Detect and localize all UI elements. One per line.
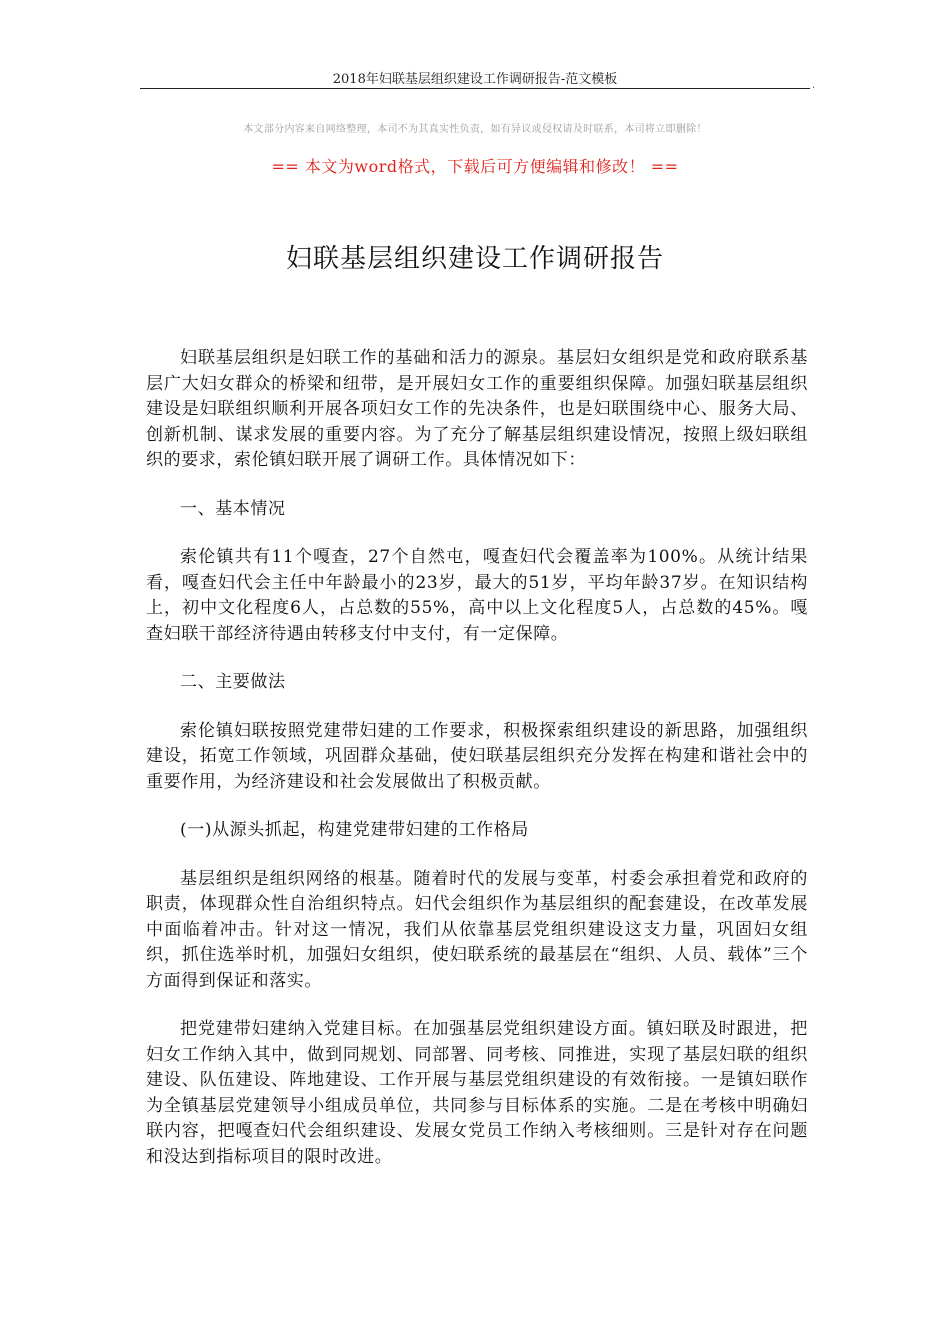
subsection-paragraph-2: 把党建带妇建纳入党建目标。在加强基层党组织建设方面。镇妇联及时跟进，把妇女工作纳入其中，做到同规划、同部署、同考核、同推进，实现了基层妇联的组织建设、队伍建设、阵地建设、工作开展与基层党组织建设的有效衔接。一是镇妇联作为全镇基层党建领导小组成员单位，共同参与目标体系的实施。二是在考核中明确妇联内容，把嘎查妇代会组织建设、发展女党员工作纳入考核细则。三是针对存在问题和没达到指标项目的限时改进。: [146, 1019, 808, 1167]
document-body: [146, 346, 808, 1193]
header-divider: [140, 88, 810, 89]
basic-situation-paragraph: 索伦镇共有11个嘎查，27个自然屯，嘎查妇代会覆盖率为100%。从统计结果看，嘎查妇代会主任中年龄最小的23岁，最大的51岁，平均年龄37岁。在知识结构上，初中文化程度6人，占总数的55%，高中以上文化程度5人，占总数的45%。嘎查妇联干部经济待遇由转移支付中支付，有一定保障。: [146, 547, 808, 644]
intro-paragraph: 妇联基层组织是妇联工作的基础和活力的源泉。基层妇女组织是党和政府联系基层广大妇女群众的桥梁和纽带，是开展妇女工作的重要组织保障。加强妇联基层组织建设是妇联组织顺利开展各项妇女工作的先决条件，也是妇联围绕中心、服务大局、创新机制、谋求发展的重要内容。为了充分了解基层组织建设情况，按照上级妇联组织的要求，索伦镇妇联开展了调研工作。具体情况如下：: [146, 348, 808, 470]
running-header: 2018年妇联基层组织建设工作调研报告-范文模板: [332, 72, 618, 87]
section-heading-practices: 二、主要做法: [180, 672, 286, 692]
section-heading-basic: 一、基本情况: [180, 498, 286, 519]
header-end-mark: .: [812, 80, 816, 91]
practices-paragraph: 索伦镇妇联按照党建带妇建的工作要求，积极探索组织建设的新思路，加强组织建设，拓宽工作领域，巩固群众基础，使妇联基层组织充分发挥在构建和谐社会中的重要作用，为经济建设和社会发展做出了积极贡献。: [146, 720, 808, 792]
word-format-notice: == 本文为word格式，下载后可方便编辑和修改！ ==: [271, 157, 679, 176]
subsection-paragraph-1: 基层组织是组织网络的根基。随着时代的发展与变革，村委会承担着党和政府的职责，体现群众性自治组织特点。妇代会组织作为基层组织的配套建设，在改革发展中面临着冲击。针对这一情况，我们从依靠基层党组织建设这支力量，巩固妇女组织，抓住选举时机，加强妇女组织，使妇联系统的最基层在“组织、人员、载体”三个方面得到保证和落实。: [146, 868, 808, 991]
document-title: 妇联基层组织建设工作调研报告: [285, 244, 664, 274]
subsection-heading-source: (一)从源头抓起，构建党建带妇建的工作格局: [180, 820, 529, 840]
copyright-disclaimer: 本文部分内容来自网络整理，本司不为其真实性负责，如有异议或侵权请及时联系，本司将立即删除！: [243, 124, 707, 135]
